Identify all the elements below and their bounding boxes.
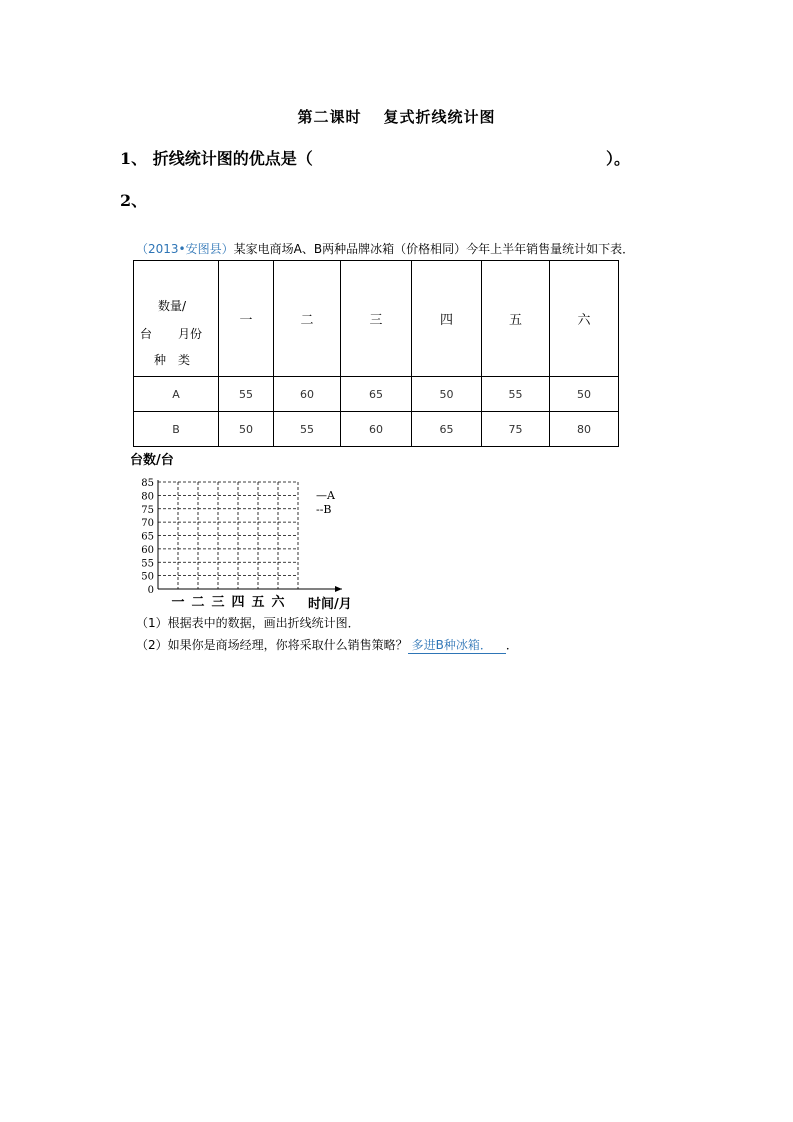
month-header: 二 xyxy=(274,261,341,377)
table-corner-cell xyxy=(134,261,219,377)
sales-table xyxy=(133,260,619,447)
chart-ticks xyxy=(141,478,285,610)
table-cell: 50 xyxy=(412,377,482,412)
table-cell: 50 xyxy=(550,377,619,412)
table-cell: 60 xyxy=(341,412,412,447)
y-tick-label: 0 xyxy=(147,585,154,596)
corner-label-quantity: 数量/ xyxy=(158,299,187,313)
lesson-topic: 复式折线统计图 xyxy=(383,108,496,126)
sub-question-2 xyxy=(136,636,518,654)
source-tag: （2013•安图县） xyxy=(136,242,234,256)
sub-question-1: （1）根据表中的数据，画出折线统计图． xyxy=(136,616,360,630)
table-cell: 55 xyxy=(482,377,550,412)
month-header: 五 xyxy=(482,261,550,377)
y-tick-label: 80 xyxy=(141,491,154,503)
table-row xyxy=(134,377,619,412)
x-axis-label: 时间/月 xyxy=(308,597,352,612)
problem-statement xyxy=(136,240,634,257)
corner-label-type: 种 类 xyxy=(154,353,191,367)
y-tick-label: 70 xyxy=(141,518,154,530)
blank-line-chart xyxy=(120,448,380,614)
y-tick-label: 55 xyxy=(141,558,154,570)
y-axis-label: 台数/台 xyxy=(130,453,174,468)
sub-question-2-end: ． xyxy=(505,638,518,652)
table-row xyxy=(134,412,619,447)
y-tick-label: 75 xyxy=(141,504,154,516)
question-1-close: ）。 xyxy=(606,149,631,168)
x-tick-label: 一 xyxy=(171,595,185,610)
legend-entry-b: --B xyxy=(316,503,332,516)
x-tick-label: 四 xyxy=(231,595,245,610)
corner-label-month: 月份 xyxy=(178,327,203,341)
chart-grid xyxy=(158,482,298,589)
y-tick-label: 60 xyxy=(141,544,154,556)
table-cell: 55 xyxy=(219,377,274,412)
table-cell: 60 xyxy=(274,377,341,412)
page-title xyxy=(0,106,793,127)
legend-entry-a: —A xyxy=(316,489,335,502)
x-axis-arrow xyxy=(335,586,342,592)
month-header: 四 xyxy=(412,261,482,377)
problem-text: 某家电商场A、B两种品牌冰箱（价格相同）今年上半年销售量统计如下表． xyxy=(233,242,635,256)
y-tick-label: 85 xyxy=(141,478,154,489)
table-cell: 55 xyxy=(274,412,341,447)
row-label: B xyxy=(134,412,219,447)
table-header-row xyxy=(134,261,619,377)
row-label: A xyxy=(134,377,219,412)
sub-question-2-text: （2）如果你是商场经理，你将采取什么销售策略？ xyxy=(136,638,408,652)
x-tick-label: 五 xyxy=(251,595,265,610)
answer-blank: 多进B种冰箱． xyxy=(408,636,506,654)
month-header: 三 xyxy=(341,261,412,377)
x-tick-label: 二 xyxy=(191,595,205,610)
x-tick-label: 六 xyxy=(271,595,285,610)
corner-label-unit: 台 xyxy=(140,327,153,341)
lesson-number: 第二课时 xyxy=(297,108,362,126)
month-header: 六 xyxy=(550,261,619,377)
table-cell: 75 xyxy=(482,412,550,447)
table-cell: 50 xyxy=(219,412,274,447)
chart-axes xyxy=(158,480,342,592)
y-tick-label: 65 xyxy=(141,531,154,543)
table-cell: 65 xyxy=(412,412,482,447)
table-cell: 80 xyxy=(550,412,619,447)
table-cell: 65 xyxy=(341,377,412,412)
question-2: 2、 xyxy=(120,191,148,210)
x-tick-label: 三 xyxy=(211,595,225,610)
y-tick-label: 50 xyxy=(141,571,154,583)
question-1: 1、 折线统计图的优点是（ xyxy=(120,149,313,168)
month-header: 一 xyxy=(219,261,274,377)
